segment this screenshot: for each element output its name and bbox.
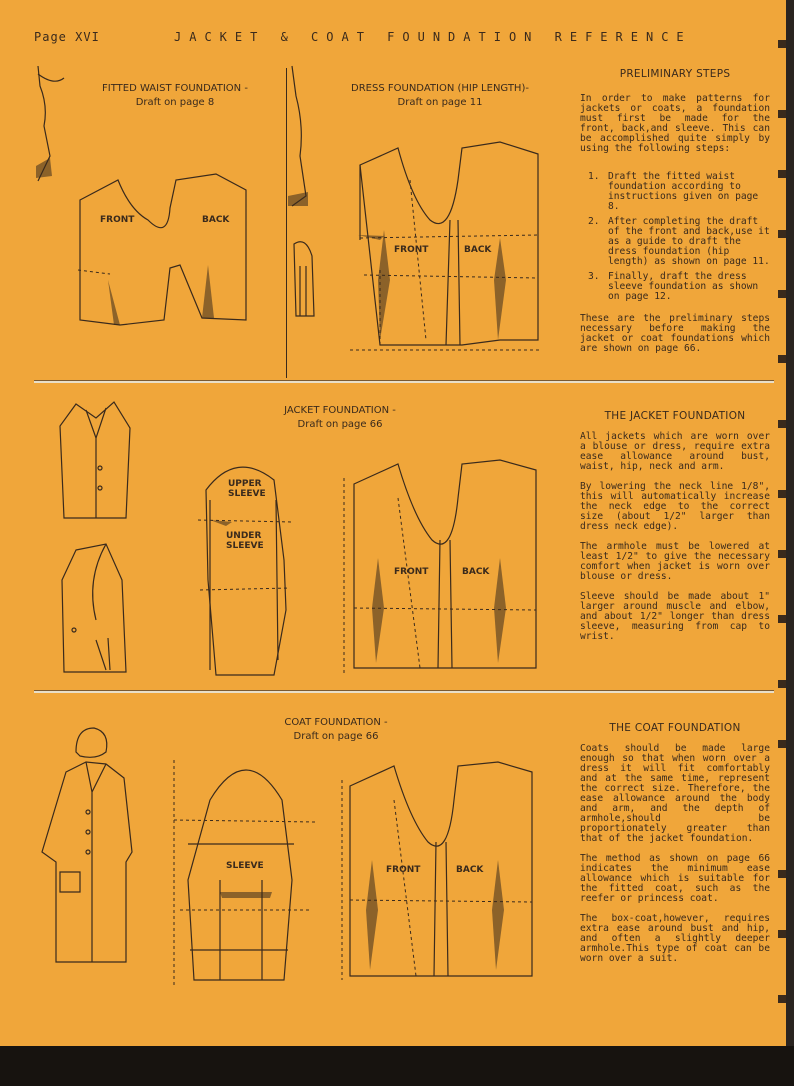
step-number: 3. <box>588 271 600 282</box>
fitted-back-label: BACK <box>202 215 230 225</box>
step-item <box>588 272 770 302</box>
preliminary-outro-text: These are the preliminary steps necessary before making the jacket or coat foundations which are shown on page 66. <box>580 313 770 354</box>
coat-front-label: FRONT <box>386 865 421 875</box>
step-number: 2. <box>588 216 600 227</box>
under-sleeve-label-1: UNDER <box>226 531 262 541</box>
jacket-caption <box>270 404 410 432</box>
upper-sleeve-label-2: SLEEVE <box>228 489 266 499</box>
section-divider-1 <box>34 380 774 383</box>
preliminary-steps-list <box>588 172 770 307</box>
coat-back-label: BACK <box>456 865 484 875</box>
page-number: Page XVI <box>34 30 100 44</box>
binder-tab <box>778 615 786 623</box>
dress-pattern <box>350 140 550 355</box>
coat-paragraph: Coats should be made large enough so that when worn over a dress it will fit comfortably and at the same time, represent the correct size. Therefore, the ease allowance around the body and arm, and the depth of armhole,should be proportionately greater than that of the jacket foundation. <box>580 743 770 844</box>
binder-tab <box>778 740 786 748</box>
coat-paragraph: The box-coat,however, requires extra ease around bust and hip, and often a slightly deeper armhole.This type of coat can be worn over a suit. <box>580 913 770 964</box>
dress-caption-sub: Draft on page 11 <box>397 97 483 108</box>
binder-tab <box>778 490 786 498</box>
upper-sleeve-label-1: UPPER <box>228 479 262 489</box>
page-title: JACKET & COAT FOUNDATION REFERENCE <box>174 30 692 44</box>
coat-caption-title: COAT FOUNDATION - <box>284 717 388 728</box>
step-number: 1. <box>588 171 600 182</box>
binder-tab <box>778 420 786 428</box>
dress-caption <box>340 82 540 110</box>
preliminary-intro-text: In order to make patterns for jackets or coats, a foundation must first be made for the front, back,and sleeve. This can be accomplished quite simply by using the following steps: <box>580 93 770 154</box>
jacket-text <box>580 432 770 652</box>
binder-tab <box>778 680 786 688</box>
coat-foundation-heading: THE COAT FOUNDATION <box>609 722 741 734</box>
fitted-waist-title: FITTED WAIST FOUNDATION - <box>102 83 248 94</box>
jacket-caption-sub: Draft on page 66 <box>297 419 383 430</box>
binder-tab <box>778 995 786 1003</box>
fitted-waist-pattern <box>70 170 260 330</box>
step-text: Finally, draft the dress sleeve foundation as shown on page 12. <box>608 271 759 302</box>
jacket-illustration-side <box>56 540 136 680</box>
jacket-illustration-top <box>56 398 136 528</box>
binder-tab <box>778 870 786 878</box>
section-divider-2 <box>34 690 774 693</box>
preliminary-steps-heading: PRELIMINARY STEPS <box>619 68 731 80</box>
step-item <box>588 217 770 267</box>
jacket-paragraph: Sleeve should be made about 1" larger around muscle and elbow, and about 1/2" longer than dress sleeve, measuring from cap to wrist. <box>580 591 770 642</box>
jacket-body-pattern <box>340 458 540 673</box>
under-sleeve-label-2: SLEEVE <box>226 541 264 551</box>
step-text: Draft the fitted waist foundation according to instructions given on page 8. <box>608 171 759 212</box>
fitted-waist-sub: Draft on page 8 <box>135 97 215 108</box>
fitted-waist-figure <box>34 66 84 186</box>
binder-tab <box>778 40 786 48</box>
jacket-foundation-heading: THE JACKET FOUNDATION <box>604 410 746 422</box>
coat-paragraph: The method as shown on page 66 indicates the minimum ease allowance which is suitable for the fitted coat, such as the reefer or princess coat. <box>580 853 770 904</box>
jacket-sleeve-pattern <box>196 460 296 685</box>
scan-background-band <box>0 1046 794 1086</box>
binder-tab <box>778 230 786 238</box>
jacket-paragraph: All jackets which are worn over a blouse or dress, require extra ease allowance around bust, waist, hip, neck and arm. <box>580 431 770 472</box>
coat-body-pattern <box>340 760 540 980</box>
dress-figure <box>286 66 336 326</box>
binder-tab <box>778 550 786 558</box>
binder-tab <box>778 290 786 298</box>
jacket-front-label: FRONT <box>394 567 429 577</box>
step-item <box>588 172 770 212</box>
jacket-back-label: BACK <box>462 567 490 577</box>
dress-back-label: BACK <box>464 245 492 255</box>
preliminary-intro <box>580 94 770 164</box>
fitted-front-label: FRONT <box>100 215 135 225</box>
binder-tab <box>778 930 786 938</box>
binder-tab <box>778 170 786 178</box>
dress-caption-title: DRESS FOUNDATION (HIP LENGTH)- <box>351 83 529 94</box>
coat-sleeve-pattern <box>170 760 320 990</box>
fitted-waist-caption <box>80 82 270 110</box>
binder-tab <box>778 355 786 363</box>
coat-sleeve-label: SLEEVE <box>226 861 264 871</box>
coat-caption-sub: Draft on page 66 <box>293 731 379 742</box>
coat-text <box>580 744 770 974</box>
jacket-paragraph: The armhole must be lowered at least 1/2" to give the necessary comfort when jacket is worn over blouse or dress. <box>580 541 770 582</box>
page-header <box>34 30 766 50</box>
coat-caption <box>276 716 396 744</box>
dress-front-label: FRONT <box>394 245 429 255</box>
coat-illustration <box>36 722 136 977</box>
jacket-caption-title: JACKET FOUNDATION - <box>284 405 396 416</box>
preliminary-outro <box>580 314 770 364</box>
jacket-paragraph: By lowering the neck line 1/8", this will automatically increase the neck edge to the correct size (about 1/2" larger than dress neck edge). <box>580 481 770 532</box>
step-text: After completing the draft of the front and back,use it as a guide to draft the dress foundation (hip length) as shown on page 11. <box>608 216 770 267</box>
binder-tab <box>778 110 786 118</box>
